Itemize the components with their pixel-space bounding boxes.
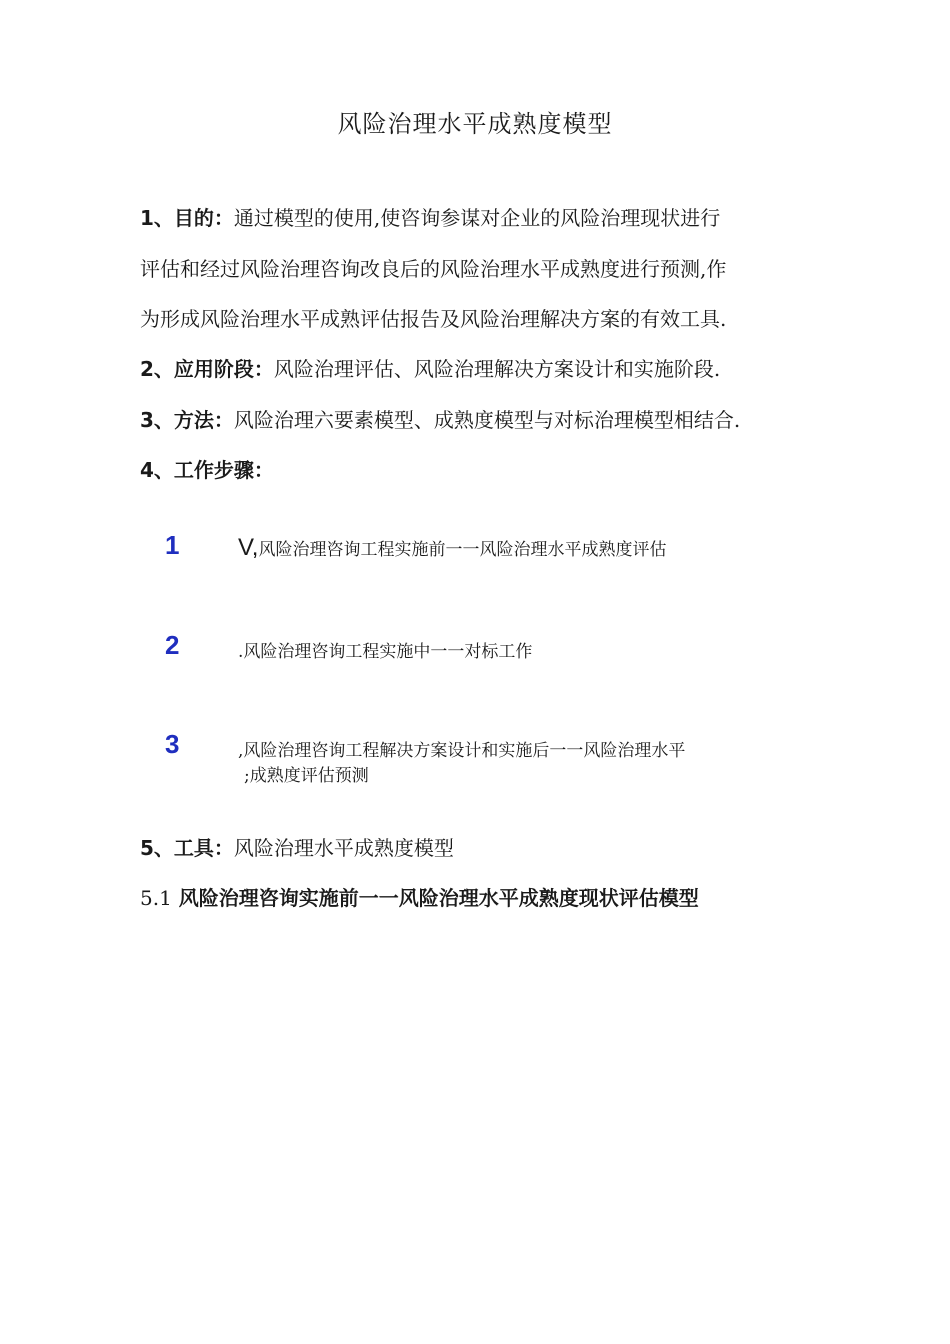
step-text-1	[238, 534, 666, 562]
step-number-2: 2	[165, 630, 180, 660]
steps-heading: 4、工作步骤：	[140, 458, 274, 482]
method-line	[140, 404, 740, 433]
stage-label: 2、应用阶段：	[140, 357, 274, 381]
method-text: 风险治理六要素模型、成熟度模型与对标治理模型相结合.	[233, 408, 741, 432]
purpose-line-3: 为形成风险治理水平成熟评估报告及风险治理解决方案的有效工具.	[140, 307, 727, 331]
step-1-prefix: V,	[238, 534, 259, 561]
step-number-1: 1	[165, 530, 180, 560]
purpose-text-1: 通过模型的使用,使咨询参谋对企业的风险治理现状进行	[233, 206, 721, 230]
step-1-label: 风险治理咨询工程实施前一一风险治理水平成熟度评估	[258, 540, 667, 560]
purpose-line-2: 评估和经过风险治理咨询改良后的风险治理水平成熟度进行预测,作	[140, 257, 727, 281]
step-text-3-continued: ;成熟度评估预测	[244, 766, 369, 786]
stage-text: 风险治理评估、风险治理解决方案设计和实施阶段.	[273, 357, 721, 381]
section-5-1-heading	[140, 882, 699, 911]
step-text-2: .风险治理咨询工程实施中一一对标工作	[238, 642, 533, 662]
method-label: 3、方法：	[140, 408, 234, 432]
tools-line	[140, 832, 454, 861]
tools-text: 风险治理水平成熟度模型	[233, 836, 454, 860]
step-number-3: 3	[165, 729, 180, 759]
purpose-label: 1、目的：	[140, 206, 234, 230]
page-title: 风险治理水平成熟度模型	[337, 110, 613, 138]
step-text-3: ,风险治理咨询工程解决方案设计和实施后一一风险治理水平	[238, 741, 686, 761]
stage-line	[140, 353, 720, 382]
section-5-1-number: 5.1	[140, 886, 172, 910]
tools-label: 5、工具：	[140, 836, 234, 860]
section-5-1-title: 风险治理咨询实施前一一风险治理水平成熟度现状评估模型	[178, 886, 699, 910]
purpose-line-1	[140, 202, 720, 231]
